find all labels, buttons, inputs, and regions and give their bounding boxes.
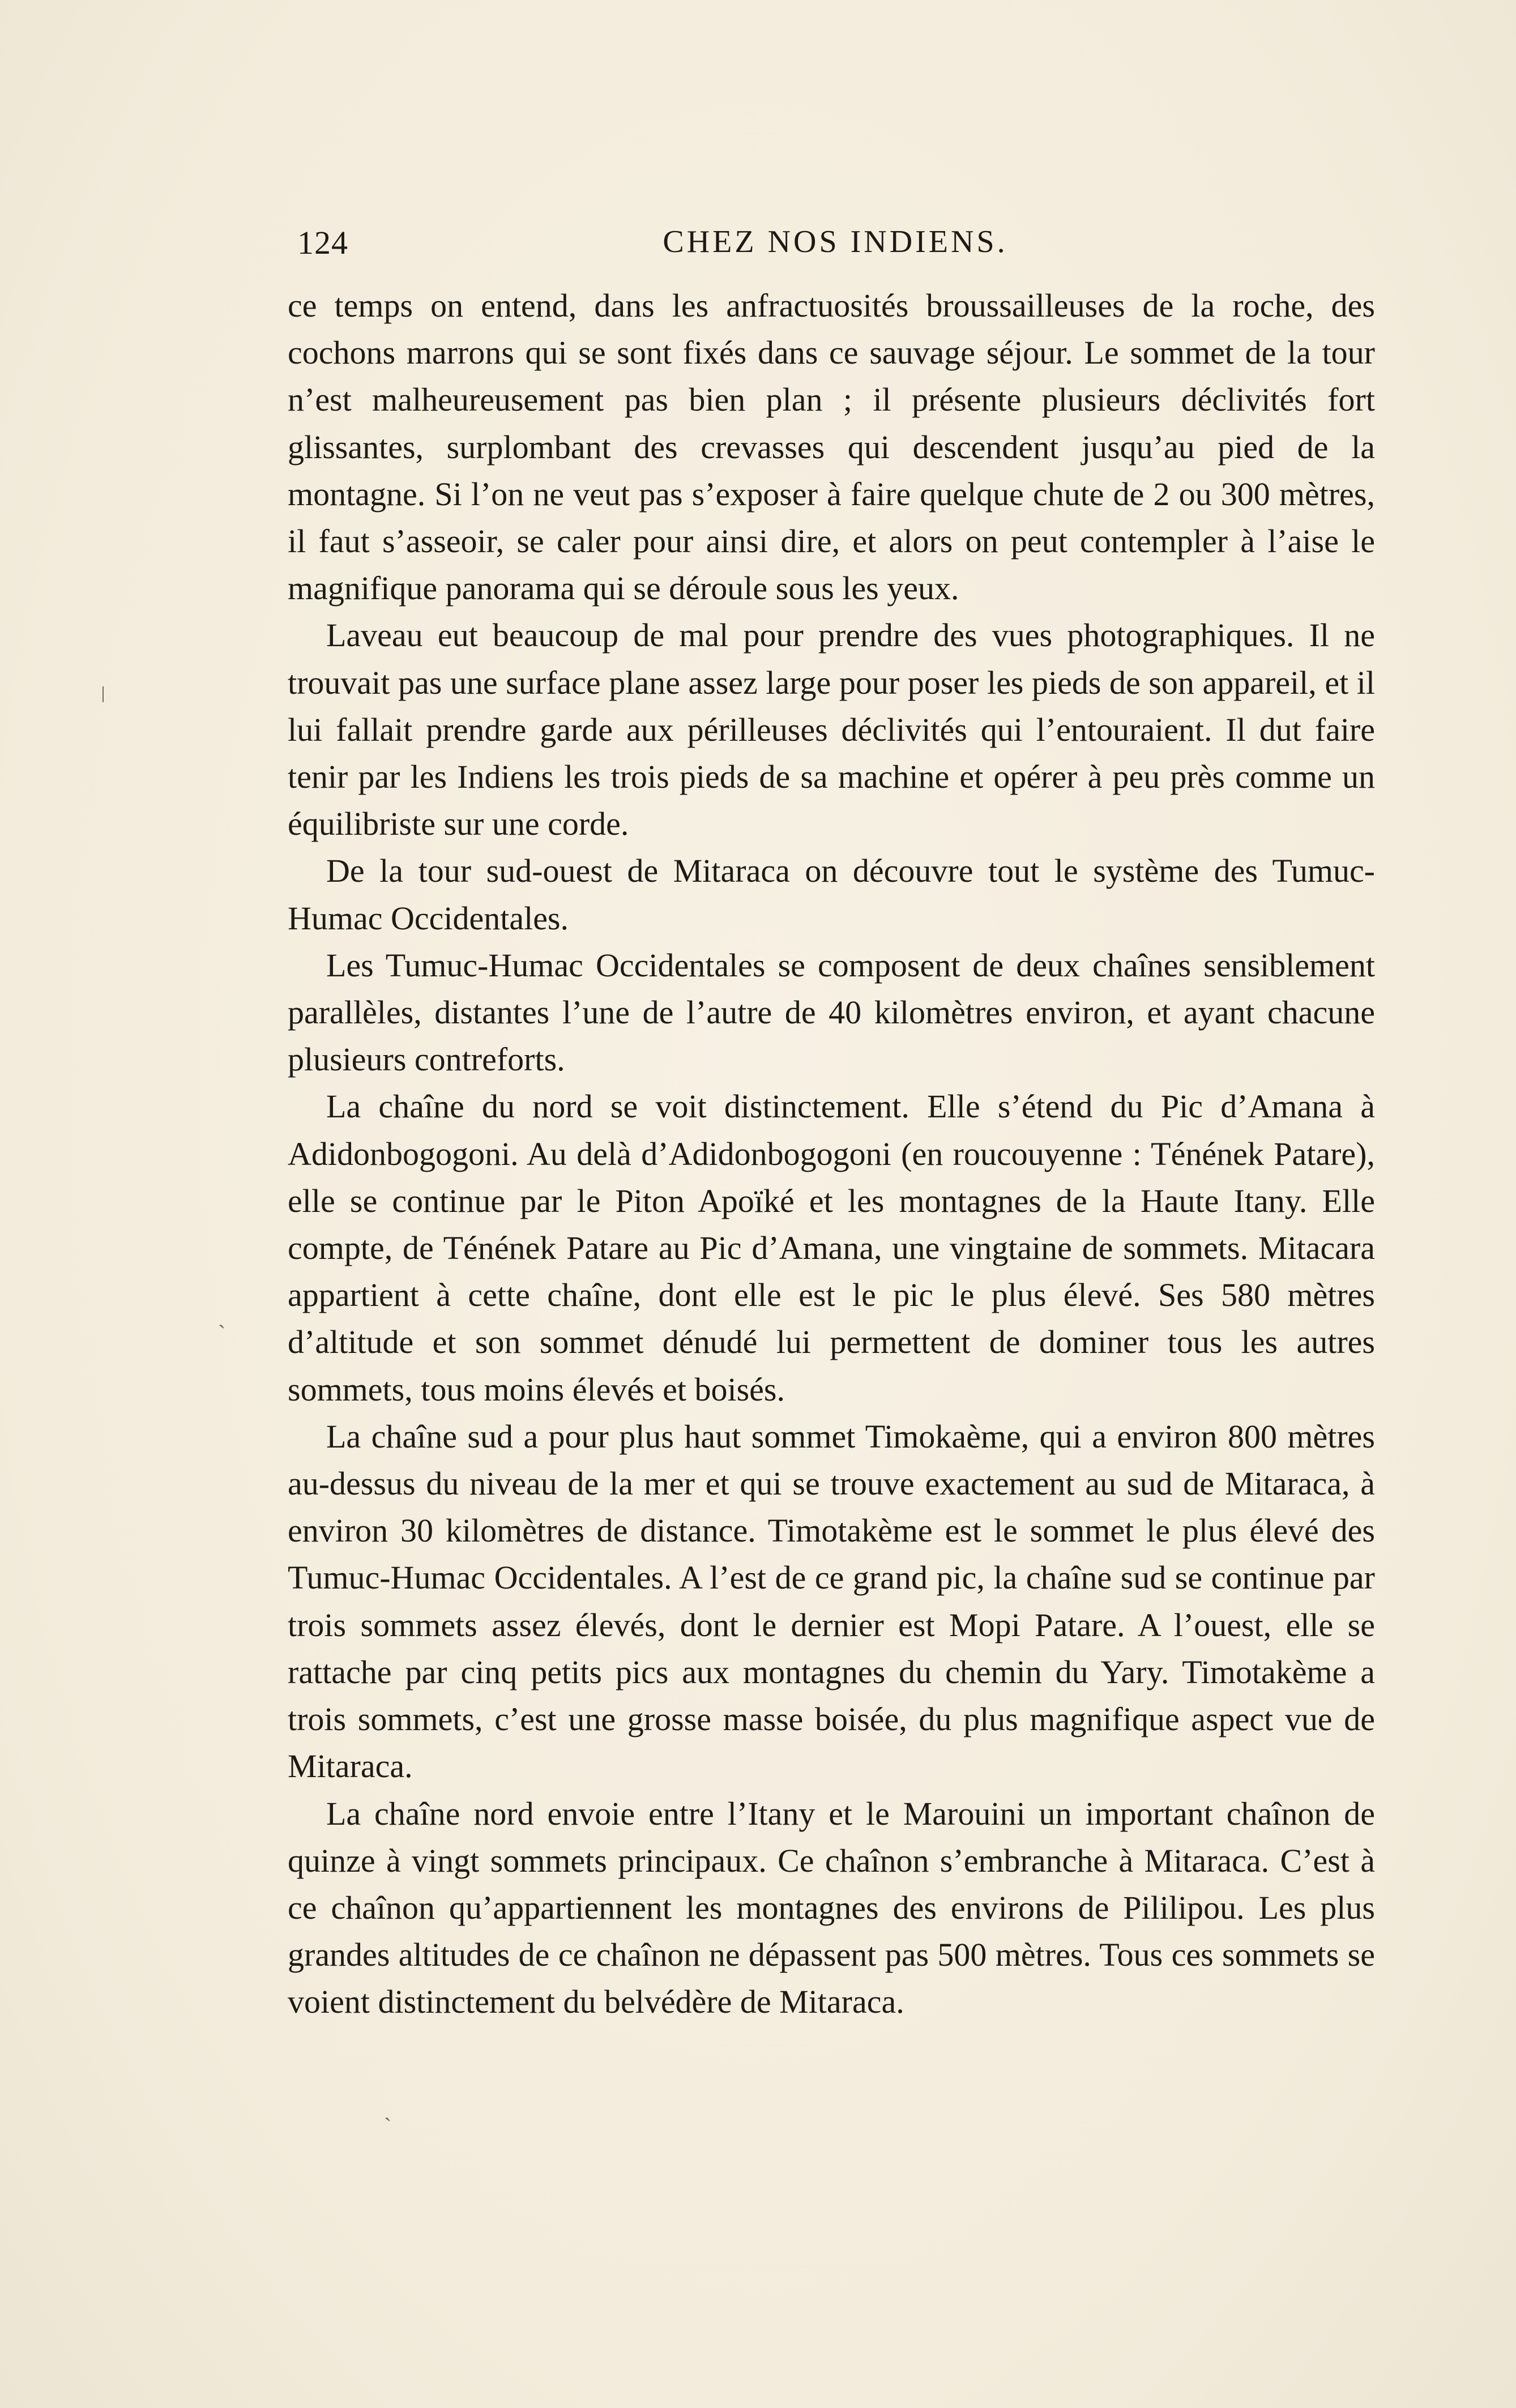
running-title: CHEZ NOS INDIENS.: [663, 224, 1008, 259]
margin-speck: ǀ: [101, 682, 106, 707]
paragraph-north-chain: La chaîne du nord se voit distinctement. Elle s’étend du Pic d’Amana à Adidonbogogoni. Au delà d’Adidonbogogoni (en roucouyenne : Ténének Patare), elle se continue par le Piton Apoïké et les montagnes de la Haute Itany. Elle compte, de Ténének Patare au Pic d’Amana, une vingtaine de sommets. Mitacara appartient à cette chaîne, dont elle est le pic le plus élevé. Ses 580 mètres d’altitude et son sommet dénudé lui permettent de dominer tous les autres sommets, tous moins élevés et boisés.: [288, 1088, 1375, 1408]
paragraph-continued: ce temps on entend, dans les anfractuosités broussailleuses de la roche, des cochons marrons qui se sont fixés dans ce sauvage séjour. Le sommet de la tour n’est malheureusement pas bien plan ; il présente plusieurs déclivités fort glissantes, surplombant des crevasses qui descendent jusqu’au pied de la montagne. Si l’on ne veut pas s’exposer à faire quelque chute de 2 ou 300 mètres, il faut s’asseoir, se caler pour ainsi dire, et alors on peut contempler à l’aise le magnifique panorama qui se déroule sous les yeux.: [288, 287, 1375, 607]
paragraph-south-chain: La chaîne sud a pour plus haut sommet Timokaème, qui a environ 800 mètres au-dessus du niveau de la mer et qui se trouve exactement au sud de Mitaraca, à environ 30 kilomètres de distance. Timotakème est le sommet le plus élevé des Tumuc-Humac Occidentales. A l’est de ce grand pic, la chaîne sud se continue par trois sommets assez élevés, dont le dernier est Mopi Patare. A l’ouest, elle se rattache par cinq petits pics aux montagnes du chemin du Yary. Timotakème a trois sommets, c’est une grosse masse boisée, du plus magnifique aspect vue de Mitaraca.: [288, 1418, 1375, 1785]
paragraph-laveau-photographs: Laveau eut beaucoup de mal pour prendre des vues photographiques. Il ne trouvait pas une surface plane assez large pour poser les pieds de son appareil, et il lui fallait prendre garde aux périlleuses déclivités qui l’entouraient. Il dut faire tenir par les Indiens les trois pieds de sa machine et opérer à peu près comme un équilibriste sur une corde.: [288, 617, 1375, 843]
body-text: [288, 282, 1375, 2026]
margin-speck: ˎ: [384, 2096, 392, 2121]
page-number: 124: [297, 224, 348, 261]
paragraph-north-spur: La chaîne nord envoie entre l’Itany et le Marouini un important chaînon de quinze à vingt sommets principaux. Ce chaînon s’embranche à Mitaraca. C’est à ce chaînon qu’appartiennent les montagnes des environs de Pililipou. Les plus grandes altitudes de ce chaînon ne dépassent pas 500 mètres. Tous ces sommets se voient distinctement du belvédère de Mitaraca.: [288, 1795, 1375, 2021]
paragraph-two-chains: Les Tumuc-Humac Occidentales se composent de deux chaînes sensiblement parallèles, distantes l’une de l’autre de 40 kilomètres environ, et ayant chacune plusieurs contreforts.: [288, 946, 1375, 1078]
page-header: [297, 224, 1373, 275]
margin-speck: ˏ: [218, 1303, 226, 1329]
paragraph-southwest-tower: De la tour sud-ouest de Mitaraca on découvre tout le système des Tumuc-Humac Occidentales.: [288, 852, 1375, 937]
